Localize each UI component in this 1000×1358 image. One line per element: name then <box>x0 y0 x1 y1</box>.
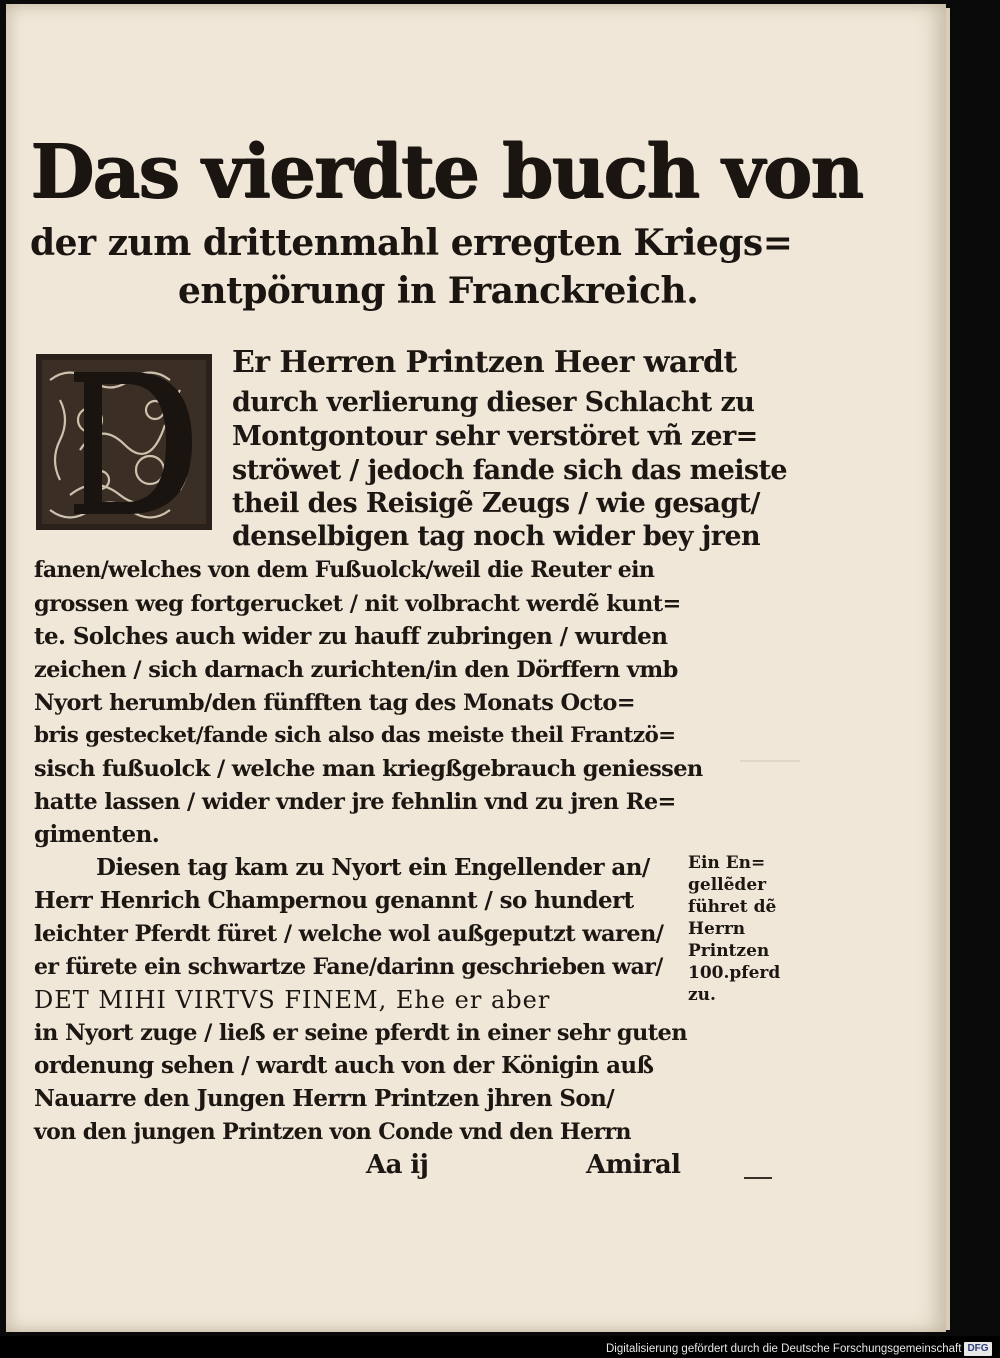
chapter-title: Das vierdte buch von <box>30 129 862 215</box>
text-line: sisch fußuolck / welche man kriegßgebrauch geniessen <box>34 756 703 782</box>
text-line: Nyort herumb/den fünfften tag des Monats Octo= <box>34 690 636 716</box>
marginal-note-line: zu. <box>688 985 716 1005</box>
marginal-note-line: führet dẽ <box>688 897 777 917</box>
text-line: er fürete ein schwartze Fane/darinn geschrieben war/ <box>34 954 663 980</box>
text-line: durch verlierung dieser Schlacht zu <box>232 387 755 418</box>
text-line: DET MIHI VIRTVS FINEM, Ehe er aber <box>34 986 551 1014</box>
text-line: ordenung sehen / wardt auch von der Königin auß <box>34 1052 654 1079</box>
text-line: theil des Reisigẽ Zeugs / wie gesagt/ <box>232 488 760 519</box>
page-mark <box>744 1177 772 1179</box>
text-line: gimenten. <box>34 821 160 848</box>
funding-credit: Digitalisierung gefördert durch die Deutsche Forschungsgemeinschaft <box>606 1343 962 1355</box>
text-line: Nauarre den Jungen Herrn Printzen jhren Son/ <box>34 1085 615 1112</box>
text-line: Montgontour sehr verstöret vñ zer= <box>232 421 758 452</box>
text-line: leichter Pferdt füret / welche wol außgeputzt waren/ <box>34 921 664 947</box>
text-line: in Nyort zuge / ließ er seine pferdt in einer sehr guten <box>34 1020 688 1046</box>
drop-cap-letter: D <box>30 350 31 351</box>
text-line: Er Herren Printzen Heer wardt <box>232 345 737 380</box>
show-through <box>740 760 800 802</box>
page-edge <box>946 8 950 1330</box>
text-line: grossen weg fortgerucket / nit volbracht werdẽ kunt= <box>34 591 681 617</box>
signature-mark: Aa ij <box>366 1150 429 1180</box>
marginal-note-line: Herrn <box>688 919 746 939</box>
catchword: Amiral <box>586 1150 681 1180</box>
marginal-note-line: gellẽder <box>688 875 767 895</box>
text-line: ströwet / jedoch fande sich das meiste <box>232 455 787 486</box>
text-line: zeichen / sich darnach zurichten/in den Dörffern vmb <box>34 657 678 683</box>
text-line: Herr Henrich Champernou genannt / so hundert <box>34 887 634 914</box>
text-line: bris gestecket/fande sich also das meiste theil Frantzö= <box>34 723 676 748</box>
marginal-note-line: 100.pferd <box>688 963 781 983</box>
marginal-note-line: Ein En= <box>688 853 766 873</box>
dfg-logo: DFG <box>964 1342 992 1356</box>
text-line: Diesen tag kam zu Nyort ein Engellender an/ <box>96 854 650 881</box>
text-line: fanen/welches von dem Fußuolck/weil die Reuter ein <box>34 557 655 583</box>
marginal-note-line: Printzen <box>688 941 770 961</box>
subtitle-line: entpörung in Franckreich. <box>178 270 699 312</box>
text-line: denselbigen tag noch wider bey jren <box>232 521 761 552</box>
text-line: hatte lassen / wider vnder jre fehnlin vnd zu jren Re= <box>34 789 676 815</box>
drop-cap-initial <box>30 350 218 535</box>
text-line: von den jungen Printzen von Conde vnd den Herrn <box>34 1119 631 1145</box>
text-line: te. Solches auch wider zu hauff zubringen / wurden <box>34 623 668 650</box>
subtitle-line: der zum drittenmahl erregten Kriegs= <box>30 222 793 264</box>
